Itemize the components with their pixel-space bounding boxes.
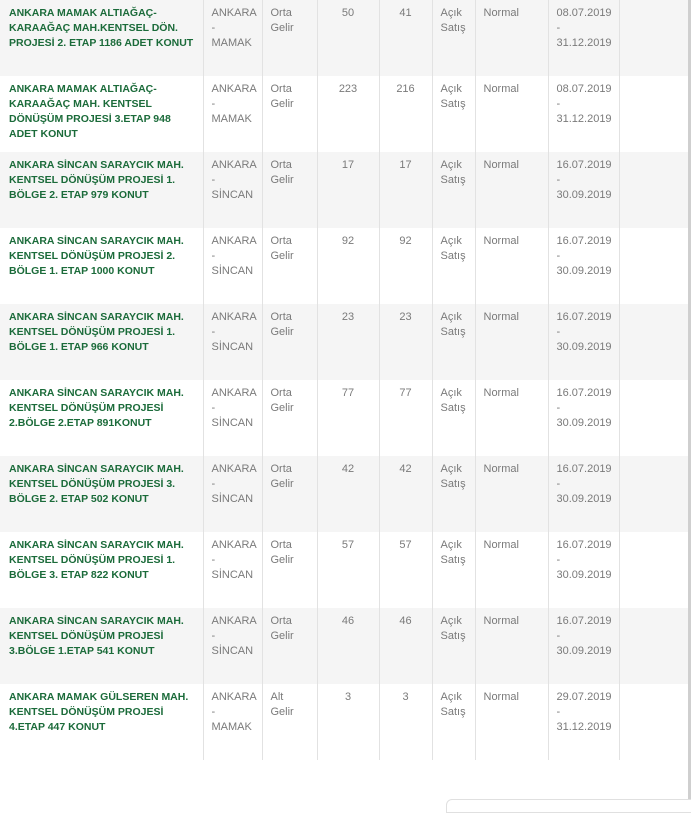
project-name[interactable]: ANKARA SİNCAN SARAYCIK MAH. KENTSEL DÖNÜŞÜM PROJESİ 1. BÖLGE 2. ETAP 979 KONUT <box>9 159 184 201</box>
date-start: 16.07.2019 <box>556 615 612 627</box>
location-cell <box>203 0 262 76</box>
table-row[interactable] <box>0 152 691 228</box>
sale-line-1: Açık <box>440 159 462 171</box>
district: SİNCAN <box>211 265 254 277</box>
sale-line-1: Açık <box>440 387 462 399</box>
separator: - <box>211 630 216 642</box>
segment-line-1: Orta <box>270 311 292 323</box>
count-b-cell <box>379 532 432 608</box>
status-cell <box>475 684 548 760</box>
status-text: Normal <box>483 7 519 19</box>
project-name[interactable]: ANKARA SİNCAN SARAYCIK MAH. KENTSEL DÖNÜŞÜM PROJESİ 2.BÖLGE 2.ETAP 891KONUT <box>9 387 184 429</box>
date-start: 29.07.2019 <box>556 691 612 703</box>
segment-line-2: Gelir <box>270 250 294 262</box>
date-end: 30.09.2019 <box>556 341 612 353</box>
status-cell <box>475 532 548 608</box>
separator: - <box>211 402 216 414</box>
status-text: Normal <box>483 615 519 627</box>
sale-line-2: Satış <box>440 478 466 490</box>
date-start: 16.07.2019 <box>556 311 612 323</box>
count-b-cell <box>379 456 432 532</box>
sale-line-1: Açık <box>440 235 462 247</box>
count-b: 23 <box>399 311 412 323</box>
district: MAMAK <box>211 721 252 733</box>
count-b-cell <box>379 152 432 228</box>
sale-type-cell <box>432 228 475 304</box>
status-cell <box>475 152 548 228</box>
status-cell <box>475 608 548 684</box>
date-range-cell <box>548 228 619 304</box>
segment-cell <box>262 532 317 608</box>
district: SİNCAN <box>211 569 254 581</box>
table-row[interactable] <box>0 608 691 684</box>
city: ANKARA <box>211 387 257 399</box>
count-a: 77 <box>341 387 355 399</box>
date-end: 30.09.2019 <box>556 493 612 505</box>
date-range-cell <box>548 304 619 380</box>
sale-line-2: Satış <box>440 174 466 186</box>
status-cell <box>475 76 548 152</box>
date-separator: - <box>556 326 561 338</box>
table-row[interactable] <box>0 456 691 532</box>
date-range-cell <box>548 152 619 228</box>
count-a: 92 <box>341 235 355 247</box>
segment-line-1: Alt <box>270 691 284 703</box>
location-cell <box>203 304 262 380</box>
sale-line-2: Satış <box>440 98 466 110</box>
location-cell <box>203 152 262 228</box>
sale-line-1: Açık <box>440 7 462 19</box>
separator: - <box>211 98 216 110</box>
table-row[interactable] <box>0 532 691 608</box>
city: ANKARA <box>211 7 257 19</box>
count-a-cell <box>317 456 379 532</box>
sale-type-cell <box>432 304 475 380</box>
date-range-cell <box>548 76 619 152</box>
table-row[interactable] <box>0 0 691 76</box>
segment-line-2: Gelir <box>270 174 294 186</box>
project-name-link[interactable] <box>0 304 203 380</box>
segment-cell <box>262 380 317 456</box>
table-row[interactable] <box>0 304 691 380</box>
project-name[interactable]: ANKARA MAMAK GÜLSEREN MAH. KENTSEL DÖNÜŞÜM PROJESİ 4.ETAP 447 KONUT <box>9 691 189 733</box>
date-range-cell <box>548 532 619 608</box>
separator: - <box>211 22 216 34</box>
count-b-cell <box>379 684 432 760</box>
sale-line-1: Açık <box>440 463 462 475</box>
date-start: 16.07.2019 <box>556 235 612 247</box>
count-a-cell <box>317 380 379 456</box>
count-a-cell <box>317 684 379 760</box>
sale-line-2: Satış <box>440 22 466 34</box>
segment-line-1: Orta <box>270 83 292 95</box>
count-b-cell <box>379 76 432 152</box>
district: SİNCAN <box>211 341 254 353</box>
status-text: Normal <box>483 463 519 475</box>
date-start: 08.07.2019 <box>556 7 612 19</box>
project-name[interactable]: ANKARA SİNCAN SARAYCIK MAH. KENTSEL DÖNÜŞÜM PROJESİ 1. BÖLGE 1. ETAP 966 KONUT <box>9 311 184 353</box>
table-row[interactable] <box>0 684 691 760</box>
status-text: Normal <box>483 235 519 247</box>
project-name[interactable]: ANKARA MAMAK ALTIAĞAÇ-KARAAĞAÇ MAH.KENTSEL DÖN. PROJESİ 2. ETAP 1186 ADET KONUT <box>9 7 194 49</box>
project-name-link[interactable] <box>0 532 203 608</box>
empty-cell <box>619 76 691 152</box>
district: MAMAK <box>211 37 252 49</box>
count-b-cell <box>379 380 432 456</box>
city: ANKARA <box>211 539 257 551</box>
segment-line-2: Gelir <box>270 326 294 338</box>
date-start: 16.07.2019 <box>556 159 612 171</box>
project-name[interactable]: ANKARA MAMAK ALTIAĞAÇ-KARAAĞAÇ MAH. KENTSEL DÖNÜŞÜM PROJESİ 3.ETAP 948 ADET KONUT <box>9 83 171 140</box>
location-cell <box>203 228 262 304</box>
count-b-cell <box>379 0 432 76</box>
status-text: Normal <box>483 387 519 399</box>
sale-line-2: Satış <box>440 326 466 338</box>
date-end: 30.09.2019 <box>556 417 612 429</box>
count-b: 77 <box>399 387 412 399</box>
sale-line-1: Açık <box>440 539 462 551</box>
sale-type-cell <box>432 76 475 152</box>
sale-line-2: Satış <box>440 554 466 566</box>
date-range-cell <box>548 0 619 76</box>
date-end: 30.09.2019 <box>556 265 612 277</box>
separator: - <box>211 478 216 490</box>
separator: - <box>211 706 216 718</box>
count-b: 42 <box>399 463 412 475</box>
date-end: 30.09.2019 <box>556 569 612 581</box>
segment-line-2: Gelir <box>270 554 294 566</box>
status-cell <box>475 380 548 456</box>
separator: - <box>211 174 216 186</box>
date-range-cell <box>548 608 619 684</box>
project-name-link[interactable] <box>0 152 203 228</box>
date-start: 16.07.2019 <box>556 463 612 475</box>
count-b: 46 <box>399 615 412 627</box>
separator: - <box>211 554 216 566</box>
date-separator: - <box>556 250 561 262</box>
date-start: 08.07.2019 <box>556 83 612 95</box>
count-a: 3 <box>344 691 352 703</box>
sale-type-cell <box>432 456 475 532</box>
date-range-cell <box>548 684 619 760</box>
segment-line-1: Orta <box>270 463 292 475</box>
status-cell <box>475 228 548 304</box>
location-cell <box>203 684 262 760</box>
project-name[interactable]: ANKARA SİNCAN SARAYCIK MAH. KENTSEL DÖNÜŞÜM PROJESİ 3.BÖLGE 1.ETAP 541 KONUT <box>9 615 184 657</box>
project-name-link[interactable] <box>0 684 203 760</box>
location-cell <box>203 76 262 152</box>
count-b: 3 <box>402 691 409 703</box>
count-b: 216 <box>396 83 415 95</box>
separator: - <box>211 250 216 262</box>
empty-cell <box>619 684 691 760</box>
date-end: 30.09.2019 <box>556 189 612 201</box>
count-a: 50 <box>341 7 355 19</box>
segment-line-2: Gelir <box>270 630 294 642</box>
segment-cell <box>262 228 317 304</box>
count-b: 92 <box>399 235 412 247</box>
count-a: 223 <box>338 83 358 95</box>
date-end: 31.12.2019 <box>556 113 612 125</box>
date-separator: - <box>556 478 561 490</box>
date-separator: - <box>556 630 561 642</box>
status-text: Normal <box>483 691 519 703</box>
sale-line-1: Açık <box>440 691 462 703</box>
project-name[interactable]: ANKARA SİNCAN SARAYCIK MAH. KENTSEL DÖNÜŞÜM PROJESİ 1. BÖLGE 3. ETAP 822 KONUT <box>9 539 184 581</box>
count-a-cell <box>317 228 379 304</box>
location-cell <box>203 380 262 456</box>
segment-line-1: Orta <box>270 235 292 247</box>
location-cell <box>203 608 262 684</box>
count-b-cell <box>379 228 432 304</box>
city: ANKARA <box>211 463 257 475</box>
count-a-cell <box>317 608 379 684</box>
segment-cell <box>262 304 317 380</box>
count-b-cell <box>379 304 432 380</box>
city: ANKARA <box>211 83 257 95</box>
count-a: 17 <box>341 159 355 171</box>
count-a: 42 <box>341 463 355 475</box>
project-name[interactable]: ANKARA SİNCAN SARAYCIK MAH. KENTSEL DÖNÜŞÜM PROJESİ 2. BÖLGE 1. ETAP 1000 KONUT <box>9 235 184 277</box>
location-cell <box>203 456 262 532</box>
empty-cell <box>619 532 691 608</box>
project-name-link[interactable] <box>0 608 203 684</box>
project-name-link[interactable] <box>0 0 203 76</box>
district: SİNCAN <box>211 493 254 505</box>
count-a-cell <box>317 532 379 608</box>
sale-line-1: Açık <box>440 615 462 627</box>
sale-line-1: Açık <box>440 311 462 323</box>
count-b: 57 <box>399 539 412 551</box>
segment-cell <box>262 684 317 760</box>
city: ANKARA <box>211 235 257 247</box>
district: SİNCAN <box>211 189 254 201</box>
segment-cell <box>262 152 317 228</box>
segment-line-1: Orta <box>270 615 292 627</box>
count-b: 17 <box>399 159 412 171</box>
date-range-cell <box>548 380 619 456</box>
project-name[interactable]: ANKARA SİNCAN SARAYCIK MAH. KENTSEL DÖNÜŞÜM PROJESİ 3. BÖLGE 2. ETAP 502 KONUT <box>9 463 184 505</box>
empty-cell <box>619 456 691 532</box>
date-end: 31.12.2019 <box>556 37 612 49</box>
sale-line-2: Satış <box>440 706 466 718</box>
city: ANKARA <box>211 159 257 171</box>
city: ANKARA <box>211 691 257 703</box>
table-row[interactable] <box>0 228 691 304</box>
count-a-cell <box>317 304 379 380</box>
date-separator: - <box>556 22 561 34</box>
project-name-link[interactable] <box>0 456 203 532</box>
count-a: 46 <box>341 615 355 627</box>
district: SİNCAN <box>211 645 254 657</box>
sale-type-cell <box>432 684 475 760</box>
table-row[interactable] <box>0 76 691 152</box>
status-cell <box>475 456 548 532</box>
separator: - <box>211 326 216 338</box>
floating-panel-edge <box>446 799 691 813</box>
date-separator: - <box>556 98 561 110</box>
table-row[interactable] <box>0 380 691 456</box>
segment-line-2: Gelir <box>270 706 294 718</box>
count-a-cell <box>317 0 379 76</box>
count-b-cell <box>379 608 432 684</box>
status-cell <box>475 0 548 76</box>
segment-line-1: Orta <box>270 7 292 19</box>
empty-cell <box>619 152 691 228</box>
segment-line-1: Orta <box>270 539 292 551</box>
date-start: 16.07.2019 <box>556 539 612 551</box>
empty-cell <box>619 608 691 684</box>
sale-line-2: Satış <box>440 402 466 414</box>
status-text: Normal <box>483 311 519 323</box>
count-a: 57 <box>341 539 355 551</box>
empty-cell <box>619 228 691 304</box>
status-text: Normal <box>483 159 519 171</box>
segment-cell <box>262 76 317 152</box>
segment-line-2: Gelir <box>270 402 294 414</box>
sale-type-cell <box>432 152 475 228</box>
sale-line-1: Açık <box>440 83 462 95</box>
segment-cell <box>262 0 317 76</box>
segment-line-1: Orta <box>270 159 292 171</box>
project-name-link[interactable] <box>0 228 203 304</box>
sale-line-2: Satış <box>440 250 466 262</box>
sale-line-2: Satış <box>440 630 466 642</box>
city: ANKARA <box>211 615 257 627</box>
sale-type-cell <box>432 608 475 684</box>
status-text: Normal <box>483 539 519 551</box>
district: MAMAK <box>211 113 252 125</box>
date-end: 30.09.2019 <box>556 645 612 657</box>
count-a: 23 <box>341 311 355 323</box>
city: ANKARA <box>211 311 257 323</box>
project-name-link[interactable] <box>0 380 203 456</box>
date-separator: - <box>556 706 561 718</box>
segment-line-2: Gelir <box>270 478 294 490</box>
sale-type-cell <box>432 380 475 456</box>
sale-type-cell <box>432 0 475 76</box>
segment-line-2: Gelir <box>270 98 294 110</box>
date-start: 16.07.2019 <box>556 387 612 399</box>
segment-line-2: Gelir <box>270 22 294 34</box>
district: SİNCAN <box>211 417 254 429</box>
project-name-link[interactable] <box>0 76 203 152</box>
date-end: 31.12.2019 <box>556 721 612 733</box>
status-text: Normal <box>483 83 519 95</box>
count-a-cell <box>317 152 379 228</box>
empty-cell <box>619 304 691 380</box>
segment-cell <box>262 456 317 532</box>
date-separator: - <box>556 402 561 414</box>
location-cell <box>203 532 262 608</box>
sale-type-cell <box>432 532 475 608</box>
segment-line-1: Orta <box>270 387 292 399</box>
status-cell <box>475 304 548 380</box>
date-range-cell <box>548 456 619 532</box>
segment-cell <box>262 608 317 684</box>
empty-cell <box>619 0 691 76</box>
empty-cell <box>619 380 691 456</box>
date-separator: - <box>556 174 561 186</box>
date-separator: - <box>556 554 561 566</box>
count-a-cell <box>317 76 379 152</box>
count-b: 41 <box>399 7 412 19</box>
